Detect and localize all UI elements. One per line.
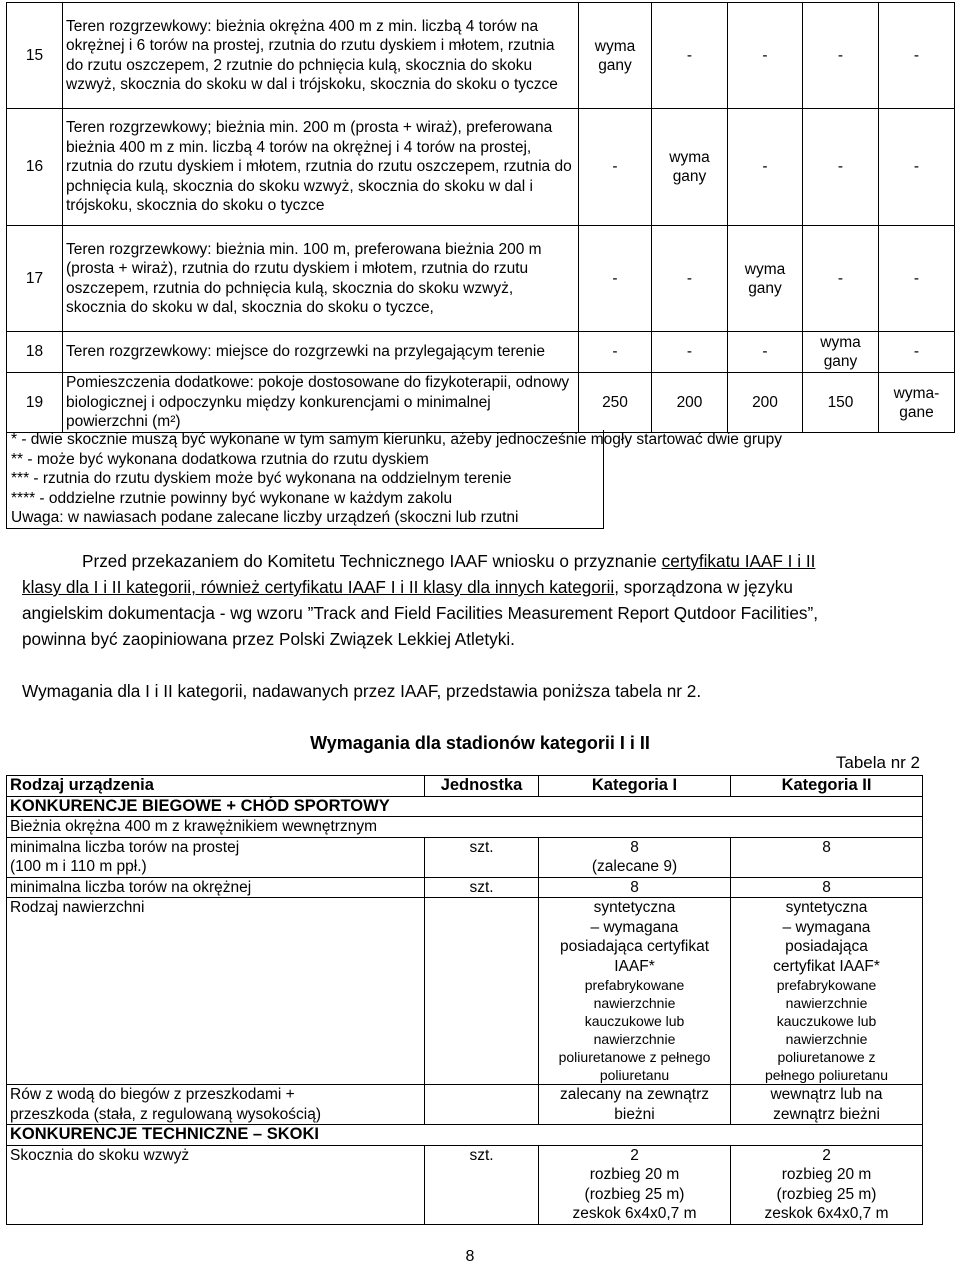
- table-row: [7, 109, 955, 226]
- row-label: Rów z wodą do biegów z przeszkodami + przeszkoda (stała, z regulowaną wysokością): [7, 1085, 425, 1125]
- table-row: [7, 373, 955, 433]
- table-footnotes: [6, 430, 783, 529]
- cell-value: 200: [728, 373, 803, 433]
- footnote: * - dwie skocznie muszą być wykonane w tym samym kierunku, ażeby jednocześnie mogły startować dwie grupy: [11, 431, 783, 448]
- cell-cat2: 8: [731, 837, 923, 877]
- cell-value: -: [803, 3, 879, 109]
- table2-label: Tabela nr 2: [835, 753, 920, 772]
- table-row: [7, 332, 955, 373]
- table-row: [7, 1145, 923, 1224]
- row-unit: szt.: [425, 837, 539, 877]
- cell-value: wyma gany: [579, 3, 652, 109]
- footnote: Uwaga: w nawiasach podane zalecane liczby urządzeń (skoczni lub rzutni: [11, 509, 519, 526]
- section-heading: KONKURENCJE TECHNICZNE – SKOKI: [7, 1125, 923, 1146]
- row-description: Teren rozgrzewkowy: miejsce do rozgrzewki na przylegającym terenie: [63, 332, 579, 373]
- text-span: Przed przekazaniem do Komitetu Technicznego IAAF wniosku o przyznanie: [82, 551, 662, 571]
- cell-value: wyma- gane: [879, 373, 955, 433]
- row-number: 18: [7, 332, 63, 373]
- requirements-table-top: [6, 2, 955, 433]
- cell-value: -: [579, 332, 652, 373]
- table-row: [7, 877, 923, 898]
- cell-value: wyma gany: [652, 109, 728, 226]
- row-description: Teren rozgrzewkowy: bieżnia okrężna 400 m z min. liczbą 4 torów na okrężnej i 6 torów na prostej, rzutnia do rzutu dyskiem i młotem, rzutnia do rzutu oszczepem, 2 rzutnie do pchnięcia kulą, skocznia do skoku wzwyż, skocznia do skoku w dal i trójskoku, skocznia do skoku o tyczce: [63, 3, 579, 109]
- row-unit: szt.: [425, 1145, 539, 1224]
- table-header-row: [7, 776, 923, 797]
- cell-cat1: 8 (zalecane 9): [539, 837, 731, 877]
- requirements-table-2: [6, 775, 923, 1225]
- table-row: [7, 1085, 923, 1125]
- cell-value: 150: [803, 373, 879, 433]
- header-cell: Kategoria II: [731, 776, 923, 797]
- cell-cat2: wewnątrz lub na zewnątrz bieżni: [731, 1085, 923, 1125]
- row-description: Teren rozgrzewkowy; bieżnia min. 200 m (prosta + wiraż), preferowana bieżnia 400 m z min. liczbą 4 torów na okrężnej i 4 torów na prostej, rzutnia do rzutu dyskiem i młotem, rzutnia do rzutu oszczepem, rzutnia do pchnięcia kulą, skocznia do skoku wzwyż, skocznia do skoku w dal i trójskoku, skocznia do skoku o tyczce: [63, 109, 579, 226]
- section-row: [7, 1125, 923, 1146]
- row-label: minimalna liczba torów na okrężnej: [7, 877, 425, 898]
- row-unit: [425, 1085, 539, 1125]
- row-description: Pomieszczenia dodatkowe: pokoje dostosowane do fizykoterapii, odnowy biologicznej i odpoczynku między konkurencjami o minimalnej powierzchni (m²): [63, 373, 579, 433]
- table2-title: Wymagania dla stadionów kategorii I i II: [310, 733, 650, 753]
- text-span: , sporządzona w języku: [614, 577, 793, 597]
- cell-cat1: zalecany na zewnątrz bieżni: [539, 1085, 731, 1125]
- row-label: minimalna liczba torów na prostej (100 m i 110 m ppł.): [7, 837, 425, 877]
- row-label: Skocznia do skoku wzwyż: [7, 1145, 425, 1224]
- footnote: **** - oddzielne rzutnie powinny być wykonane w każdym zakolu: [11, 489, 453, 507]
- cell-value: -: [728, 3, 803, 109]
- cell-value: wyma gany: [803, 332, 879, 373]
- header-cell: Rodzaj urządzenia: [7, 776, 425, 797]
- cell-value: -: [879, 226, 955, 332]
- cell-value: -: [879, 109, 955, 226]
- cell-value: 200: [652, 373, 728, 433]
- header-cell: Jednostka: [425, 776, 539, 797]
- table-row: [7, 226, 955, 332]
- cell-cat1: syntetyczna – wymagana posiadająca certyfikat IAAF* prefabrykowane nawierzchnie kauczukowe lub nawierzchnie poliuretanowe z pełnego poliuretanu: [539, 898, 731, 1085]
- table-row: [7, 898, 923, 1085]
- row-number: 16: [7, 109, 63, 226]
- section-row: [7, 796, 923, 817]
- cell-value: -: [652, 226, 728, 332]
- cell-value: -: [579, 109, 652, 226]
- cell-value: -: [579, 226, 652, 332]
- paragraph-certification: [22, 548, 942, 652]
- cell-value: -: [803, 109, 879, 226]
- cell-value: 250: [579, 373, 652, 433]
- text-line: powinna być zaopiniowana przez Polski Związek Lekkiej Atletyki.: [22, 629, 515, 649]
- cell-value: -: [728, 332, 803, 373]
- table-row: [7, 837, 923, 877]
- cell-cat2: 2 rozbieg 20 m (rozbieg 25 m) zeskok 6x4x0,7 m: [731, 1145, 923, 1224]
- table-row: [7, 817, 923, 838]
- table-row: [7, 3, 955, 109]
- cell-value: -: [803, 226, 879, 332]
- footnote: ** - może być wykonana dodatkowa rzutnia do rzutu dyskiem: [11, 450, 429, 468]
- row-number: 15: [7, 3, 63, 109]
- row-unit: [425, 898, 539, 1085]
- cell-value: -: [879, 332, 955, 373]
- text-line: angielskim dokumentacja - wg wzoru ”Track and Field Facilities Measurement Report Qutdoor Facilities”,: [22, 603, 819, 623]
- cell-value: wyma gany: [728, 226, 803, 332]
- row-description: Teren rozgrzewkowy: bieżnia min. 100 m, preferowana bieżnia 200 m (prosta + wiraż), rzutnia do rzutu dyskiem i młotem, rzutnia do rzutu oszczepem, rzutnia do pchnięcia kulą, skocznia do skoku wzwyż, skocznia do skoku w dal, skocznia do skoku o tyczce,: [63, 226, 579, 332]
- cell-cat1: 2 rozbieg 20 m (rozbieg 25 m) zeskok 6x4x0,7 m: [539, 1145, 731, 1224]
- section-heading: KONKURENCJE BIEGOWE + CHÓD SPORTOWY: [7, 796, 923, 817]
- header-cell: Kategoria I: [539, 776, 731, 797]
- row-number: 17: [7, 226, 63, 332]
- row-label: Rodzaj nawierzchni: [7, 898, 425, 1085]
- page-number: 8: [465, 1248, 475, 1265]
- underlined-text: klasy dla I i II kategorii, również certyfikatu IAAF I i II klasy dla innych kategorii: [22, 577, 615, 597]
- row-unit: szt.: [425, 877, 539, 898]
- row-number: 19: [7, 373, 63, 433]
- cell-value: -: [728, 109, 803, 226]
- cell-cat1: 8: [539, 877, 731, 898]
- cell-value: -: [652, 3, 728, 109]
- cell-cat2: syntetyczna – wymagana posiadająca certyfikat IAAF* prefabrykowane nawierzchnie kauczukowe lub nawierzchnie poliuretanowe z pełnego poliuretanu: [731, 898, 923, 1085]
- footnote: *** - rzutnia do rzutu dyskiem może być wykonana na oddzielnym terenie: [11, 470, 512, 487]
- subheading: Bieżnia okrężna 400 m z krawężnikiem wewnętrznym: [7, 817, 923, 838]
- underlined-text: certyfikatu IAAF I i II: [661, 551, 816, 571]
- cell-value: -: [652, 332, 728, 373]
- cell-cat2: 8: [731, 877, 923, 898]
- cell-value: -: [879, 3, 955, 109]
- paragraph-intro-table2: Wymagania dla I i II kategorii, nadawanych przez IAAF, przedstawia poniższa tabela nr 2.: [22, 681, 702, 701]
